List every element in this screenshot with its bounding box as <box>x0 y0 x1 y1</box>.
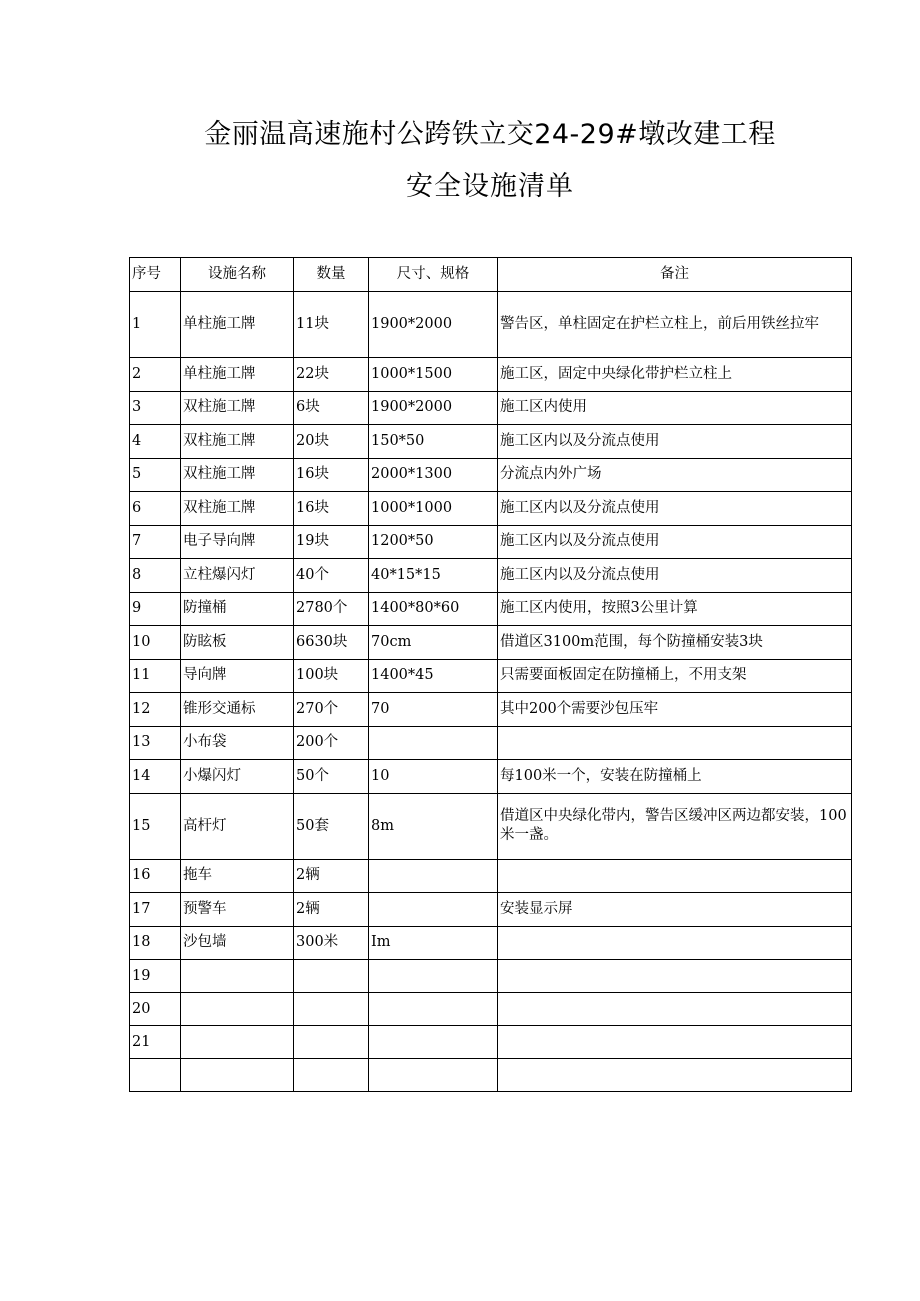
cell-spec: 1900*2000 <box>369 391 498 425</box>
cell-no: 2 <box>130 358 181 392</box>
cell-qty: 22块 <box>294 358 369 392</box>
cell-note: 施工区内以及分流点使用 <box>498 425 852 459</box>
cell-spec: 70 <box>369 693 498 727</box>
table-row <box>130 391 852 425</box>
cell-no: 18 <box>130 926 181 960</box>
cell-no <box>130 1059 181 1092</box>
header-note: 备注 <box>498 258 852 292</box>
cell-no: 19 <box>130 960 181 993</box>
cell-qty: 2辆 <box>294 859 369 893</box>
cell-qty: 100块 <box>294 659 369 693</box>
cell-no: 17 <box>130 893 181 927</box>
cell-note: 借道区中央绿化带内，警告区缓冲区两边都安装，100米一盏。 <box>498 793 852 859</box>
table-row <box>130 425 852 459</box>
cell-name: 预警车 <box>181 893 294 927</box>
document-subtitle: 安全设施清单 <box>406 171 574 202</box>
cell-no: 8 <box>130 559 181 593</box>
cell-no: 10 <box>130 626 181 660</box>
cell-qty <box>294 1026 369 1059</box>
cell-spec <box>369 1059 498 1092</box>
cell-note <box>498 993 852 1026</box>
table-row <box>130 960 852 993</box>
cell-qty: 11块 <box>294 292 369 358</box>
cell-note: 每100米一个，安装在防撞桶上 <box>498 760 852 794</box>
cell-name: 沙包墙 <box>181 926 294 960</box>
cell-spec <box>369 893 498 927</box>
cell-no: 3 <box>130 391 181 425</box>
cell-qty: 300米 <box>294 926 369 960</box>
cell-no: 12 <box>130 693 181 727</box>
table-row <box>130 358 852 392</box>
cell-note <box>498 859 852 893</box>
cell-note: 施工区内使用，按照3公里计算 <box>498 592 852 626</box>
cell-qty: 50套 <box>294 793 369 859</box>
cell-name: 小布袋 <box>181 726 294 760</box>
cell-no: 9 <box>130 592 181 626</box>
cell-note: 只需要面板固定在防撞桶上，不用支架 <box>498 659 852 693</box>
cell-qty: 200个 <box>294 726 369 760</box>
cell-qty: 40个 <box>294 559 369 593</box>
cell-qty: 19块 <box>294 525 369 559</box>
cell-note: 施工区内以及分流点使用 <box>498 525 852 559</box>
cell-spec: 8m <box>369 793 498 859</box>
cell-qty: 2780个 <box>294 592 369 626</box>
table-row <box>130 993 852 1026</box>
cell-qty: 2辆 <box>294 893 369 927</box>
cell-no: 15 <box>130 793 181 859</box>
cell-name: 立柱爆闪灯 <box>181 559 294 593</box>
cell-name: 双柱施工牌 <box>181 458 294 492</box>
cell-no: 6 <box>130 492 181 526</box>
table-row <box>130 859 852 893</box>
cell-note: 其中200个需要沙包压牢 <box>498 693 852 727</box>
cell-spec <box>369 726 498 760</box>
cell-spec: 10 <box>369 760 498 794</box>
cell-no: 20 <box>130 993 181 1026</box>
table-row <box>130 592 852 626</box>
cell-note: 施工区，固定中央绿化带护栏立柱上 <box>498 358 852 392</box>
cell-note <box>498 1026 852 1059</box>
cell-qty <box>294 993 369 1026</box>
cell-spec <box>369 859 498 893</box>
cell-qty: 20块 <box>294 425 369 459</box>
cell-name: 双柱施工牌 <box>181 425 294 459</box>
cell-qty: 6630块 <box>294 626 369 660</box>
cell-note <box>498 926 852 960</box>
cell-qty: 16块 <box>294 458 369 492</box>
cell-spec <box>369 993 498 1026</box>
table-row <box>130 1059 852 1092</box>
table-row <box>130 760 852 794</box>
table-row <box>130 726 852 760</box>
cell-note <box>498 960 852 993</box>
cell-name: 高杆灯 <box>181 793 294 859</box>
cell-no: 5 <box>130 458 181 492</box>
cell-spec: 1400*45 <box>369 659 498 693</box>
header-qty: 数量 <box>294 258 369 292</box>
cell-note: 安装显示屏 <box>498 893 852 927</box>
cell-no: 11 <box>130 659 181 693</box>
cell-note: 施工区内以及分流点使用 <box>498 559 852 593</box>
cell-name <box>181 1026 294 1059</box>
cell-no: 13 <box>130 726 181 760</box>
cell-name: 单柱施工牌 <box>181 358 294 392</box>
cell-spec: 1200*50 <box>369 525 498 559</box>
cell-name: 双柱施工牌 <box>181 492 294 526</box>
cell-note <box>498 726 852 760</box>
table-row <box>130 893 852 927</box>
cell-no: 14 <box>130 760 181 794</box>
cell-note <box>498 1059 852 1092</box>
table-row <box>130 525 852 559</box>
table-row <box>130 926 852 960</box>
cell-name: 防撞桶 <box>181 592 294 626</box>
cell-name: 单柱施工牌 <box>181 292 294 358</box>
table-row <box>130 1026 852 1059</box>
table-row <box>130 693 852 727</box>
header-no: 序号 <box>130 258 181 292</box>
cell-name <box>181 960 294 993</box>
document-title: 金丽温高速施村公跨铁立交24-29#墩改建工程 <box>204 119 776 150</box>
header-spec: 尺寸、规格 <box>369 258 498 292</box>
table-header-row <box>130 258 852 292</box>
cell-name: 双柱施工牌 <box>181 391 294 425</box>
table-row <box>130 626 852 660</box>
safety-facilities-table <box>129 257 852 1092</box>
cell-no: 7 <box>130 525 181 559</box>
cell-spec: 40*15*15 <box>369 559 498 593</box>
cell-name: 导向牌 <box>181 659 294 693</box>
cell-note: 借道区3100m范围，每个防撞桶安装3块 <box>498 626 852 660</box>
cell-spec <box>369 1026 498 1059</box>
cell-qty: 270个 <box>294 693 369 727</box>
cell-spec <box>369 960 498 993</box>
cell-qty: 16块 <box>294 492 369 526</box>
cell-name: 防眩板 <box>181 626 294 660</box>
cell-note: 分流点内外广场 <box>498 458 852 492</box>
cell-qty: 6块 <box>294 391 369 425</box>
cell-qty: 50个 <box>294 760 369 794</box>
cell-name <box>181 1059 294 1092</box>
cell-name: 电子导向牌 <box>181 525 294 559</box>
table-row <box>130 659 852 693</box>
table-row <box>130 458 852 492</box>
cell-spec: 1000*1500 <box>369 358 498 392</box>
cell-note: 施工区内使用 <box>498 391 852 425</box>
table-row <box>130 492 852 526</box>
cell-spec: 1900*2000 <box>369 292 498 358</box>
cell-spec: 2000*1300 <box>369 458 498 492</box>
cell-name: 小爆闪灯 <box>181 760 294 794</box>
cell-name <box>181 993 294 1026</box>
cell-spec: 1000*1000 <box>369 492 498 526</box>
cell-qty <box>294 960 369 993</box>
cell-name: 拖车 <box>181 859 294 893</box>
cell-spec: 1400*80*60 <box>369 592 498 626</box>
cell-spec: 150*50 <box>369 425 498 459</box>
cell-qty <box>294 1059 369 1092</box>
table-row <box>130 559 852 593</box>
cell-name: 锥形交通标 <box>181 693 294 727</box>
cell-no: 1 <box>130 292 181 358</box>
cell-note: 警告区，单柱固定在护栏立柱上，前后用铁丝拉牢 <box>498 292 852 358</box>
cell-no: 16 <box>130 859 181 893</box>
table-row <box>130 292 852 358</box>
cell-no: 21 <box>130 1026 181 1059</box>
cell-spec: 70cm <box>369 626 498 660</box>
cell-no: 4 <box>130 425 181 459</box>
table-row <box>130 793 852 859</box>
header-name: 设施名称 <box>181 258 294 292</box>
cell-note: 施工区内以及分流点使用 <box>498 492 852 526</box>
cell-spec: Im <box>369 926 498 960</box>
